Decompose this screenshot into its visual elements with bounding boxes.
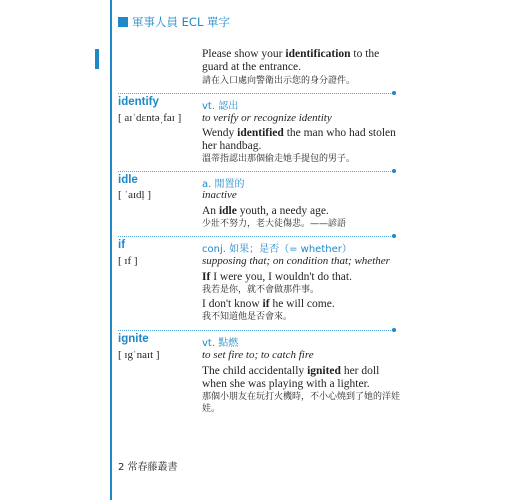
running-header (118, 14, 230, 30)
example-sentence (202, 365, 397, 391)
example-text: Please show your (202, 48, 286, 60)
definition: supposing that; on condition that; whether (202, 255, 390, 267)
example-keyword: ignited (307, 365, 341, 377)
definition: to set fire to; to catch fire (202, 349, 314, 361)
headword: idle (118, 174, 138, 186)
entry-divider (118, 236, 393, 237)
example-text: The child accidentally (202, 365, 308, 377)
example-keyword: idle (218, 205, 237, 217)
page-number: 2 (118, 462, 125, 473)
example-translation: 我若是你，就不會做那件事。 (202, 285, 320, 295)
example-text: An (202, 205, 219, 217)
example-text: to the guard at the entrance. (202, 48, 380, 73)
definition: to verify or recognize identity (202, 112, 332, 124)
divider-dot-icon (392, 169, 396, 173)
part-of-speech: conj. 如果；是否（= whether） (202, 244, 352, 255)
margin-rule (110, 0, 112, 500)
series-name: 常春藤叢書 (127, 462, 178, 473)
pronunciation: [ ˈaɪdḷ ] (118, 189, 151, 201)
example-keyword: If (202, 271, 211, 283)
example-text: the man who had stolen her handbag. (202, 127, 396, 152)
headword: ignite (118, 333, 149, 345)
divider-dot-icon (392, 91, 396, 95)
part-of-speech: vt. 點燃 (202, 338, 239, 349)
example-keyword: identified (237, 127, 284, 139)
example-translation: 我不知道他是否會來。 (202, 312, 293, 322)
entry-divider (118, 93, 393, 94)
header-square-icon (118, 17, 128, 27)
example-text: I were you, I wouldn't do that. (210, 271, 352, 283)
example-sentence (202, 127, 397, 153)
definition: inactive (202, 189, 237, 201)
example-translation: 溫蒂指認出那個偷走她手提包的男子。 (202, 154, 356, 164)
example-translation: 少壯不努力，老大徒傷悲。——諺語 (202, 219, 347, 229)
header-title: 軍事人員 ECL 單字 (132, 15, 231, 29)
pronunciation: [ ɪf ] (118, 255, 138, 267)
headword: if (118, 239, 126, 251)
example-text: Wendy (202, 127, 238, 139)
divider-dot-icon (392, 234, 396, 238)
headword: identify (118, 96, 159, 108)
side-tab-marker (95, 49, 99, 69)
example-translation: 那個小朋友在玩打火機時，不小心燒到了她的洋娃娃。 (202, 392, 401, 414)
example-text: I don't know (202, 298, 263, 310)
pronunciation: [ aɪˈdɛntəˌfaɪ ] (118, 112, 182, 124)
example-sentence (202, 271, 397, 284)
example-sentence (202, 298, 397, 311)
example-keyword: if (262, 298, 270, 310)
pronunciation: [ ɪgˈnaɪt ] (118, 349, 160, 361)
example-text: youth, a needy age. (236, 205, 329, 217)
divider-dot-icon (392, 328, 396, 332)
example-sentence (202, 48, 397, 74)
part-of-speech: a. 閒置的 (202, 179, 245, 190)
example-translation: 請在入口處向警衛出示您的身分證件。 (202, 76, 356, 86)
page-footer (118, 458, 178, 473)
entry-divider (118, 330, 393, 331)
example-sentence (202, 205, 397, 218)
example-text: he will come. (269, 298, 335, 310)
part-of-speech: vt. 認出 (202, 101, 239, 112)
example-keyword: identification (285, 48, 351, 60)
example-text: her doll when she was playing with a lighter. (202, 365, 380, 390)
entry-divider (118, 171, 393, 172)
